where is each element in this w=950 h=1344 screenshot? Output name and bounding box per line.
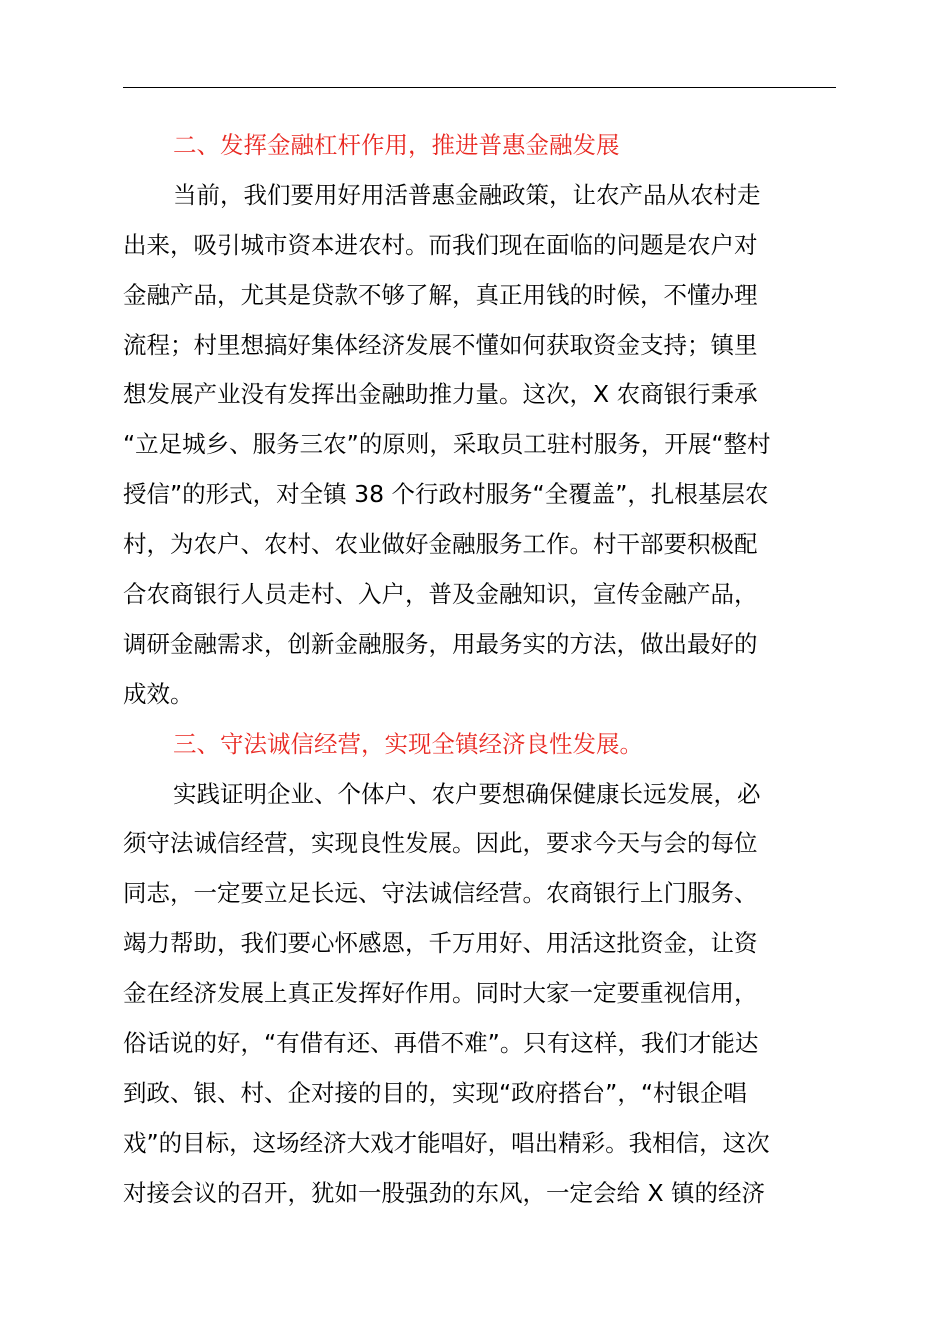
section-3-heading: 三、守法诚信经营，实现全镇经济良性发展。	[173, 729, 643, 758]
paragraph-line: 同志，一定要立足长远、守法诚信经营。农商银行上门服务、	[123, 879, 758, 908]
paragraph-line: 授信”的形式，对全镇 38 个行政村服务“全覆盖”，扎根基层农	[123, 480, 769, 509]
paragraph-line: 对接会议的召开，犹如一股强劲的东风，一定会给 X 镇的经济	[123, 1178, 766, 1207]
paragraph-line: 到政、银、村、企对接的目的，实现“政府搭台”，“村银企唱	[123, 1078, 748, 1107]
paragraph-line: 竭力帮助，我们要心怀感恩，千万用好、用活这批资金，让资	[123, 929, 758, 958]
paragraph-line: 金融产品，尤其是贷款不够了解，真正用钱的时候，不懂办理	[123, 280, 758, 309]
paragraph-line: 须守法诚信经营，实现良性发展。因此，要求今天与会的每位	[123, 829, 758, 858]
document-body	[123, 121, 841, 1219]
paragraph-line: 戏”的目标，这场经济大戏才能唱好，唱出精彩。我相信，这次	[123, 1128, 770, 1157]
paragraph-line: 出来，吸引城市资本进农村。而我们现在面临的问题是农户对	[123, 230, 758, 259]
paragraph-line: 俗话说的好，“有借有还、再借不难”。只有这样，我们才能达	[123, 1029, 759, 1058]
paragraph-line: 金在经济发展上真正发挥好作用。同时大家一定要重视信用，	[123, 979, 758, 1008]
paragraph-line: 流程；村里想搞好集体经济发展不懂如何获取资金支持；镇里	[123, 330, 758, 359]
paragraph-line: 合农商银行人员走村、入户，普及金融知识，宣传金融产品，	[123, 580, 758, 609]
header-rule	[123, 87, 836, 88]
paragraph-line: 村，为农户、农村、农业做好金融服务工作。村干部要积极配	[123, 530, 758, 559]
section-2-heading: 二、发挥金融杠杆作用，推进普惠金融发展	[173, 131, 620, 159]
paragraph-line: 实践证明企业、个体户、农户要想确保健康长远发展，必	[173, 779, 761, 808]
paragraph-line: 调研金融需求，创新金融服务，用最务实的方法，做出最好的	[123, 629, 758, 658]
paragraph-line: 成效。	[123, 679, 194, 708]
paragraph-line: 当前，我们要用好用活普惠金融政策，让农产品从农村走	[173, 180, 761, 209]
paragraph-line: 想发展产业没有发挥出金融助推力量。这次，X 农商银行秉承	[123, 380, 758, 409]
paragraph-line: “立足城乡、服务三农”的原则，采取员工驻村服务，开展“整村	[123, 430, 771, 459]
